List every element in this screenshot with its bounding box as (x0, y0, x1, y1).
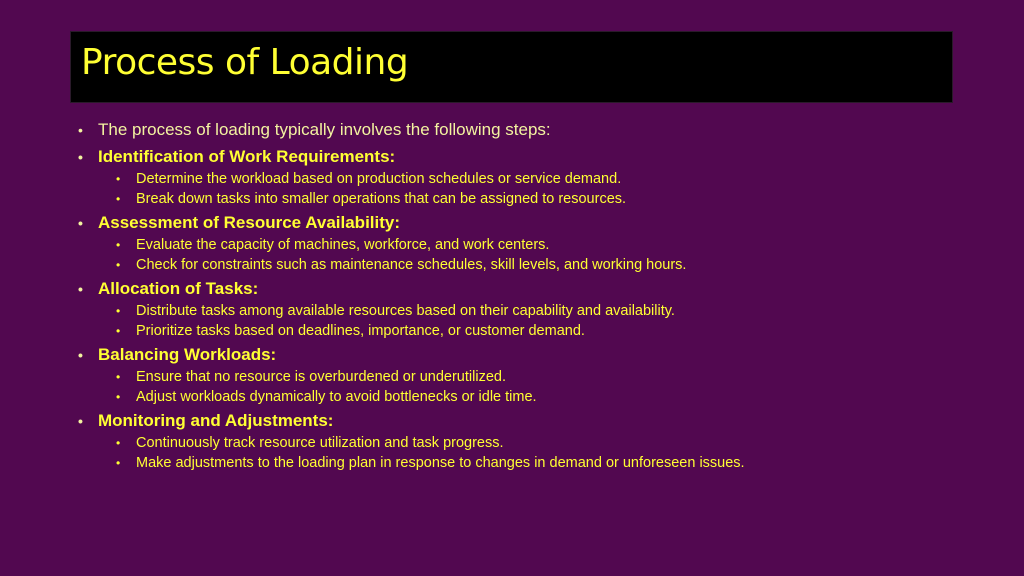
section-heading (78, 145, 978, 169)
section-heading (78, 211, 978, 235)
section-heading (78, 343, 978, 367)
section-heading-text: Assessment of Resource Availability: (98, 213, 401, 232)
sub-point-text: Make adjustments to the loading plan in response to changes in demand or unforeseen issues. (136, 455, 745, 471)
sub-point-text: Ensure that no resource is overburdened or underutilized. (136, 369, 506, 385)
sub-point-text: Determine the workload based on production schedules or service demand. (136, 171, 622, 187)
sub-point-text: Prioritize tasks based on deadlines, importance, or customer demand. (136, 323, 585, 339)
section-allocation (78, 277, 978, 341)
sub-bullet-icon: • (116, 436, 121, 450)
intro-text: The process of loading typically involves the following steps: (98, 120, 551, 139)
bullet-icon: • (78, 347, 83, 363)
section-monitoring (78, 409, 978, 473)
section-heading (78, 277, 978, 301)
bullet-icon: • (78, 281, 83, 297)
section-assessment (78, 211, 978, 275)
sub-bullet-icon: • (116, 258, 121, 272)
sub-bullet-icon: • (116, 370, 121, 384)
section-heading-text: Balancing Workloads: (98, 345, 277, 364)
page-title: Process of Loading (81, 42, 409, 83)
sub-bullet-icon: • (116, 324, 121, 338)
section-heading-text: Monitoring and Adjustments: (98, 411, 334, 430)
section-identification (78, 145, 978, 209)
sub-bullet-icon: • (116, 238, 121, 252)
sub-point (78, 321, 978, 341)
sub-point (78, 301, 978, 321)
bullet-icon: • (78, 149, 83, 165)
sub-point-text: Adjust workloads dynamically to avoid bottlenecks or idle time. (136, 389, 537, 405)
bullet-icon: • (78, 122, 83, 138)
bullet-icon: • (78, 413, 83, 429)
section-heading (78, 409, 978, 433)
sub-point-text: Distribute tasks among available resources based on their capability and availability. (136, 303, 675, 319)
sub-bullet-icon: • (116, 192, 121, 206)
sub-point (78, 235, 978, 255)
sub-point-text: Check for constraints such as maintenance schedules, skill levels, and working hours. (136, 257, 687, 273)
sub-point (78, 189, 978, 209)
bullet-list (78, 118, 978, 474)
section-heading-text: Allocation of Tasks: (98, 279, 259, 298)
sub-bullet-icon: • (116, 456, 121, 470)
sub-point (78, 387, 978, 407)
section-heading-text: Identification of Work Requirements: (98, 147, 396, 166)
sub-point-text: Evaluate the capacity of machines, workforce, and work centers. (136, 237, 550, 253)
sub-point-text: Continuously track resource utilization and task progress. (136, 435, 504, 451)
sub-bullet-icon: • (116, 390, 121, 404)
sub-point (78, 453, 978, 473)
intro-item (78, 118, 978, 142)
section-balancing (78, 343, 978, 407)
sub-point (78, 367, 978, 387)
sub-point-text: Break down tasks into smaller operations that can be assigned to resources. (136, 191, 627, 207)
sub-bullet-icon: • (116, 172, 121, 186)
sub-point (78, 433, 978, 453)
sub-point (78, 255, 978, 275)
title-bar (70, 31, 953, 103)
sub-bullet-icon: • (116, 304, 121, 318)
sub-point (78, 169, 978, 189)
bullet-icon: • (78, 215, 83, 231)
